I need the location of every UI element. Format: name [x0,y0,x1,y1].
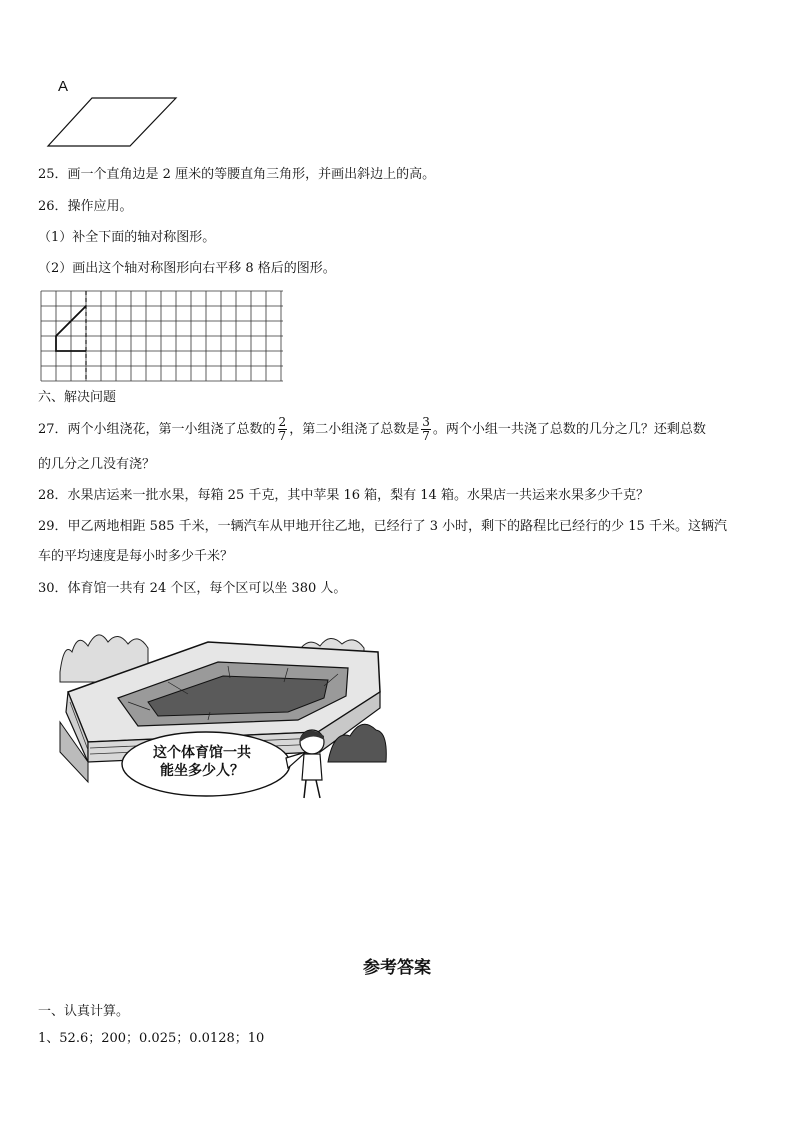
section-6-title: 六、解决问题 [38,390,117,405]
question-29-line2: 车的平均速度是每小时多少千米？ [38,549,234,564]
question-27-line2: 的几分之几没有浇？ [38,457,156,472]
answers-section-1: 一、认真计算。 [38,1004,130,1019]
answer-1: 1、52.6；200；0.025；0.0128；10 [38,1031,265,1046]
question-26-title: 26．操作应用。 [38,199,133,214]
fraction-2-7 [278,416,288,443]
fraction-2-7-numerator: 2 [278,415,287,429]
fraction-3-7-denominator: 7 [422,429,430,443]
question-29-line1: 29．甲乙两地相距 585 千米，一辆汽车从甲地开往乙地，已经行了 3 小时，剩下的路程比已经行的少 15 千米。这辆汽 [38,519,727,534]
speech-bubble-text [132,744,272,780]
stadium-illustration [58,612,388,812]
fraction-2-7-denominator: 7 [278,429,287,443]
answers-title: 参考答案 [363,958,431,978]
question-26-part1: （1）补全下面的轴对称图形。 [38,230,216,245]
speech-line-2: 能坐多少人？ [160,763,244,779]
question-30: 30．体育馆一共有 24 个区，每个区可以坐 380 人。 [38,581,347,596]
q27-text-c: 。两个小组一共浇了总数的几分之几？还剩总数 [432,422,706,437]
speech-line-1: 这个体育馆一共 [153,745,251,761]
question-28: 28．水果店运来一批水果，每箱 25 千克，其中苹果 16 箱，梨有 14 箱。水果店一共运来水果多少千克？ [38,488,649,503]
q27-text-b: ，第二小组浇了总数是 [289,422,420,437]
question-25: 25．画一个直角边是 2 厘米的等腰直角三角形，并画出斜边上的高。 [38,167,436,182]
fraction-3-7 [421,416,431,443]
question-27-line1 [38,416,706,444]
q27-text-a: 27．两个小组浇花，第一小组浇了总数的 [38,422,276,437]
question-26-part2: （2）画出这个轴对称图形向右平移 8 格后的图形。 [38,261,336,276]
symmetry-grid [40,290,286,384]
vertex-label-a: A [58,78,69,95]
fraction-3-7-numerator: 3 [422,415,430,429]
